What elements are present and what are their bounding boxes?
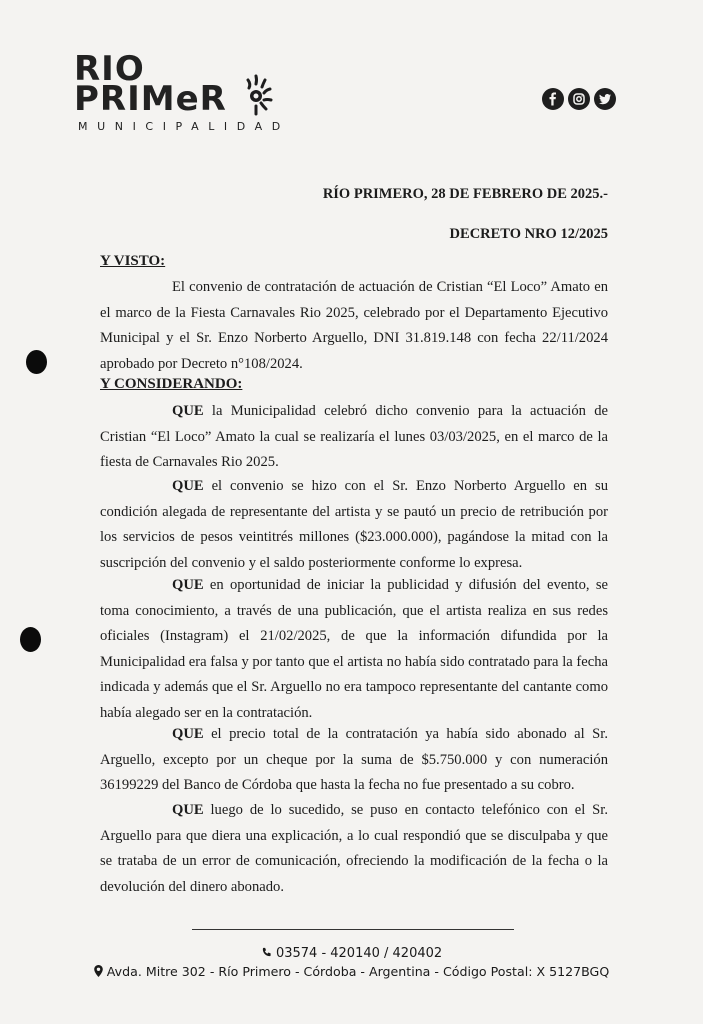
considerando-paragraph — [100, 798, 608, 900]
decree-number: DECRETO NRO 12/2025 — [449, 226, 608, 242]
considerando-heading: Y CONSIDERANDO: — [100, 376, 243, 392]
visto-heading: Y VISTO: — [100, 253, 166, 269]
logo-text-primer: PRIMeR — [74, 79, 227, 119]
considerando-text: en oportunidad de iniciar la publicidad y difusión del evento, se toma conocimiento, a través de una publicación, que el artista realiza en sus redes oficiales (Instagram) el 21/02/2025, de que la información difundida por la Municipalidad era falsa y por tanto que el artista no había sido contratado para la fecha indicada y además que el Sr. Arguello no era tampoco representante del cantante como había alegado ser en la contratación. — [100, 577, 608, 721]
sun-figure-icon — [234, 72, 278, 116]
considerando-text: la Municipalidad celebró dicho convenio para la actuación de Cristian “El Loco” Amato la cual se realizaría el lunes 03/03/2025, en el marco de la fiesta de Carnavales Rio 2025. — [100, 403, 608, 470]
logo-text-rio: RIO — [74, 49, 145, 89]
twitter-icon — [594, 88, 616, 110]
document-date: RÍO PRIMERO, 28 DE FEBRERO DE 2025.- — [322, 186, 608, 202]
address-text: Avda. Mitre 302 - Río Primero - Córdoba - Argentina - Código Postal: X 5127BGQ — [106, 964, 610, 979]
considerando-paragraph — [100, 573, 608, 726]
punch-hole — [26, 350, 47, 374]
location-pin-icon — [94, 965, 103, 977]
scanner-watermark — [668, 1008, 694, 1018]
phone-number: 03574 - 420140 / 420402 — [275, 946, 443, 961]
que-label: QUE — [172, 802, 204, 818]
que-label: QUE — [172, 403, 204, 419]
social-icons — [542, 88, 616, 110]
considerando-paragraph — [100, 474, 608, 576]
punch-hole — [20, 627, 41, 652]
facebook-icon — [542, 88, 564, 110]
que-label: QUE — [172, 478, 204, 494]
visto-paragraph: El convenio de contratación de actuación de Cristian “El Loco” Amato en el marco de la Fiesta Carnavales Rio 2025, celebrado por el Departamento Ejecutivo Municipal y el Sr. Enzo Norberto Arguello, DNI 31.819.148 con fecha 22/11/2024 aprobado por Decreto n°108/2024. — [100, 279, 608, 372]
instagram-icon — [568, 88, 590, 110]
footer-divider — [192, 929, 514, 930]
que-label: QUE — [172, 577, 204, 593]
municipal-logo — [74, 49, 294, 142]
logo-text-municipalidad: MUNICIPALIDAD — [78, 120, 290, 133]
footer-address — [0, 964, 703, 979]
que-label: QUE — [172, 726, 204, 742]
considerando-text: luego de lo sucedido, se puso en contacto telefónico con el Sr. Arguello para que diera una explicación, a lo cual respondió que se disculpaba y que se trataba de un error de comunicación, ofreciendo la modificación de la fecha o la devolución del dinero abonado. — [100, 802, 608, 895]
considerando-text: el convenio se hizo con el Sr. Enzo Norberto Arguello en su condición alegada de representante del artista y se pautó un precio de retribución por los servicios de pesos veintitrés millones ($23.000.000), pagándose la mitad con la suscripción del convenio y el saldo posteriormente conforme lo expresa. — [100, 478, 608, 571]
considerando-text: el precio total de la contratación ya había sido abonado al Sr. Arguello, excepto por un cheque por la suma de $5.750.000 y con numeración 36199229 del Banco de Córdoba que hasta la fecha no fue presentado a su cobro. — [100, 726, 608, 793]
considerando-paragraph — [100, 399, 608, 476]
footer-phone — [0, 946, 703, 961]
considerando-paragraph — [100, 722, 608, 799]
phone-icon — [261, 947, 272, 958]
